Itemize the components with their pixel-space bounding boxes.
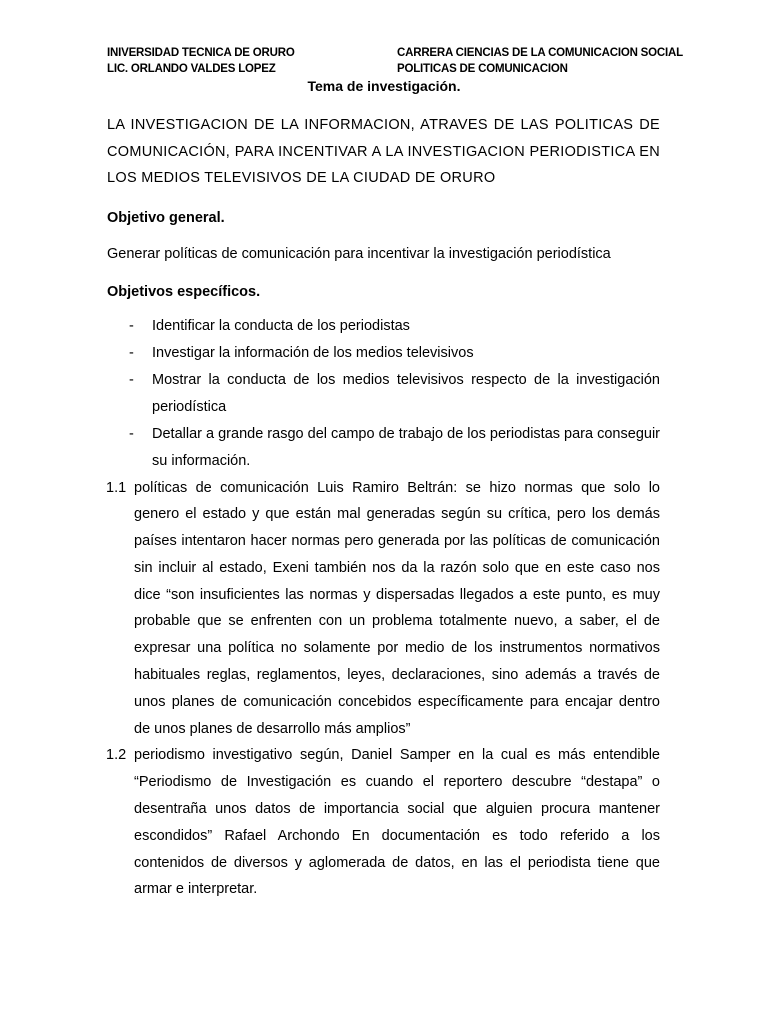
research-title: LA INVESTIGACION DE LA INFORMACION, ATRAVES DE LAS POLITICAS DE COMUNICACIÓN, PARA INCENTIVAR A LA INVESTIGACION PERIODISTICA EN LOS MEDIOS TELEVISIVOS DE LA CIUDAD DE ORURO xyxy=(107,117,660,186)
header-subject: POLITICAS DE COMUNICACION xyxy=(397,63,568,75)
dash-bullet: - xyxy=(129,344,134,361)
dash-bullet: - xyxy=(129,317,134,334)
header-career: CARRERA CIENCIAS DE LA COMUNICACION SOCIAL xyxy=(397,47,683,59)
list-item: - Detallar a grande rasgo del campo de trabajo de los periodistas para conseguir su información. xyxy=(107,421,660,475)
document-body xyxy=(107,112,660,903)
section-text: políticas de comunicación Luis Ramiro Beltrán: se hizo normas que solo lo genero el estado y que están mal generadas según su crítica, pero los demás países intentaron hacer normas pero generada por las políticas de comunicación sin incluir al estado, Exeni también nos da la razón solo que en este caso nos dice “son insuficientes las normas y dispersadas llegados a este punto, es muy probable que se enfrenten con un problema totalmente nuevo, a saber, el de expresar una política no solamente por medio de los instrumentos normativos habituales reglas, reglamentos, leyes, declaraciones, sino además a través de unos planes de comunicación concebidos específicamente para encajar dentro de unos planes de desarrollo más amplios” xyxy=(134,479,660,737)
list-item: - Mostrar la conducta de los medios televisivos respecto de la investigación periodística xyxy=(107,367,660,421)
dash-bullet: - xyxy=(129,425,134,442)
section-text: periodismo investigativo según, Daniel Samper en la cual es más entendible “Periodismo de Investigación es cuando el reportero descubre “destapa” o desentraña unos datos de importancia social que alguien procura mantener escondidos” Rafael Archondo En documentación es todo referido a los contenidos de diversos y aglomerada de datos, en las el periodista tiene que armar e interpretar. xyxy=(134,747,660,898)
specific-objectives-list xyxy=(107,313,660,475)
list-item: - Identificar la conducta de los periodistas xyxy=(107,313,660,340)
general-objective-text: Generar políticas de comunicación para incentivar la investigación periodística xyxy=(107,245,611,262)
numbered-sections xyxy=(107,475,660,904)
topic-heading: Tema de investigación. xyxy=(307,78,461,94)
section-item xyxy=(107,742,660,903)
section-item xyxy=(107,475,660,743)
list-item: - Investigar la información de los medios televisivos xyxy=(107,340,660,367)
header-right xyxy=(397,45,683,77)
header-left xyxy=(107,45,295,77)
section-number: 1.1 xyxy=(106,479,127,496)
section-number: 1.2 xyxy=(106,747,127,764)
general-objective-heading: Objetivo general. xyxy=(107,209,225,226)
header-professor: LIC. ORLANDO VALDES LOPEZ xyxy=(107,63,276,75)
specific-objectives-heading: Objetivos específicos. xyxy=(107,283,261,300)
dash-bullet: - xyxy=(129,371,134,388)
header-university: INIVERSIDAD TECNICA DE ORURO xyxy=(107,47,295,59)
